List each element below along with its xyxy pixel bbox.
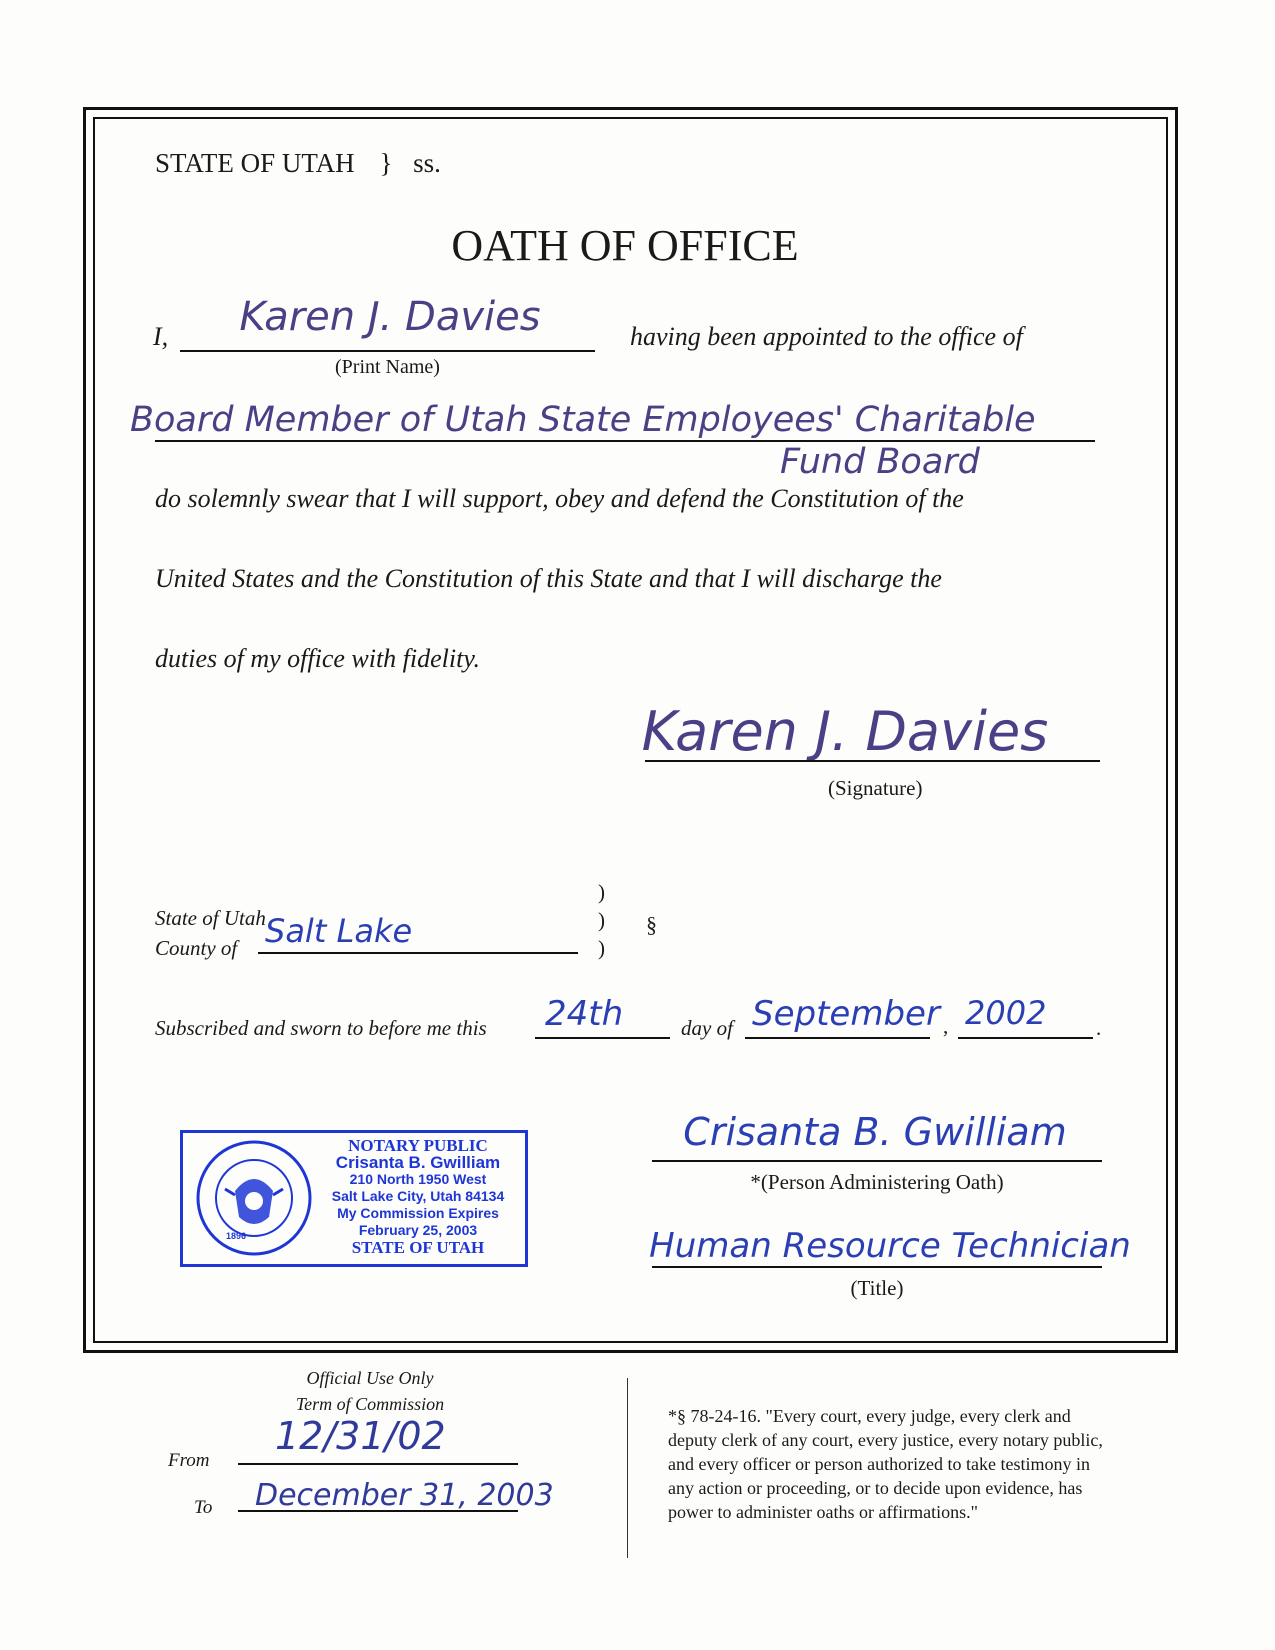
year-comma: , — [943, 1014, 949, 1038]
title-line — [652, 1266, 1102, 1268]
to-value: December 31, 2003 — [255, 1478, 554, 1513]
term-of-commission-heading: Term of Commission — [295, 1394, 445, 1414]
oath-line-3: duties of my office with fidelity. — [155, 644, 480, 673]
stamp-title: NOTARY PUBLIC — [348, 1136, 488, 1155]
year-value: 2002 — [965, 994, 1047, 1032]
county-value: Salt Lake — [265, 912, 413, 950]
paren-1: ) — [598, 880, 605, 904]
statute-line-1: *§ 78-24-16. "Every court, every judge, every clerk and — [668, 1406, 1071, 1426]
subscribed-text: Subscribed and sworn to before me this — [155, 1016, 487, 1040]
day-value: 24th — [545, 994, 624, 1034]
day-of-label: day of — [681, 1016, 733, 1040]
statute-line-5: power to administer oaths or affirmations." — [668, 1502, 978, 1522]
from-value: 12/31/02 — [275, 1414, 446, 1458]
stamp-expires: February 25, 2003 — [358, 1222, 478, 1238]
month-value: September — [752, 994, 940, 1034]
signature-caption: (Signature) — [828, 776, 923, 800]
paren-2: ) — [598, 908, 605, 932]
administrator-title-value: Human Resource Technician — [649, 1226, 1131, 1266]
notary-stamp — [180, 1130, 528, 1267]
day-line — [535, 1037, 670, 1039]
print-name-line — [180, 350, 595, 352]
month-line — [745, 1037, 930, 1039]
brace: } — [379, 148, 393, 178]
statute-text — [668, 1404, 1103, 1524]
stamp-commission: My Commission Expires — [337, 1205, 499, 1221]
to-line — [238, 1510, 518, 1512]
ss-label: ss. — [413, 148, 441, 178]
signature-line — [645, 760, 1100, 762]
stamp-name: Crisanta B. Gwilliam — [335, 1153, 501, 1172]
stamp-address2: Salt Lake City, Utah 84134 — [331, 1188, 505, 1204]
administrator-line — [652, 1160, 1102, 1162]
year-period: . — [1096, 1016, 1102, 1040]
state-name: STATE OF UTAH — [155, 148, 355, 178]
state-seal-icon — [195, 1139, 313, 1257]
print-name-caption: (Print Name) — [335, 356, 440, 378]
office-line2: Fund Board — [780, 442, 980, 482]
venue-state-label: State of Utah — [155, 906, 266, 930]
document-title: OATH OF OFFICE — [451, 221, 799, 270]
statute-line-2: deputy clerk of any court, every justice, every notary public, — [668, 1430, 1103, 1450]
administrator-caption: *(Person Administering Oath) — [750, 1170, 1004, 1194]
statute-line-4: any action or proceeding, or to decide upon evidence, has — [668, 1478, 1083, 1498]
seal-year: 1896 — [226, 1231, 247, 1241]
from-label: From — [168, 1450, 210, 1471]
oath-line-1: do solemnly swear that I will support, obey and defend the Constitution of the — [155, 484, 964, 513]
appointed-text: having been appointed to the office of — [630, 322, 1023, 351]
oath-line-2: United States and the Constitution of this State and that I will discharge the — [155, 564, 942, 593]
paren-3: ) — [598, 936, 605, 960]
administrator-signature: Crisanta B. Gwilliam — [683, 1110, 1067, 1154]
section-symbol: § — [646, 912, 657, 937]
intro-prefix: I, — [153, 322, 169, 351]
venue-county-label: County of — [155, 936, 238, 960]
to-label: To — [194, 1497, 213, 1518]
year-line — [958, 1037, 1093, 1039]
official-use-heading: Official Use Only — [306, 1368, 434, 1388]
stamp-state: STATE OF UTAH — [351, 1238, 485, 1257]
county-line — [258, 952, 578, 954]
oath-signature-value: Karen J. Davies — [641, 700, 1049, 763]
stamp-address1: 210 North 1950 West — [349, 1171, 487, 1187]
statute-line-3: and every officer or person authorized to take testimony in — [668, 1454, 1091, 1474]
state-header — [155, 148, 441, 179]
office-line1: Board Member of Utah State Employees' Charitable — [130, 400, 1036, 440]
from-line — [238, 1463, 518, 1465]
print-name-value: Karen J. Davies — [239, 294, 541, 340]
title-caption: (Title) — [850, 1276, 904, 1300]
footer-divider — [627, 1378, 628, 1558]
